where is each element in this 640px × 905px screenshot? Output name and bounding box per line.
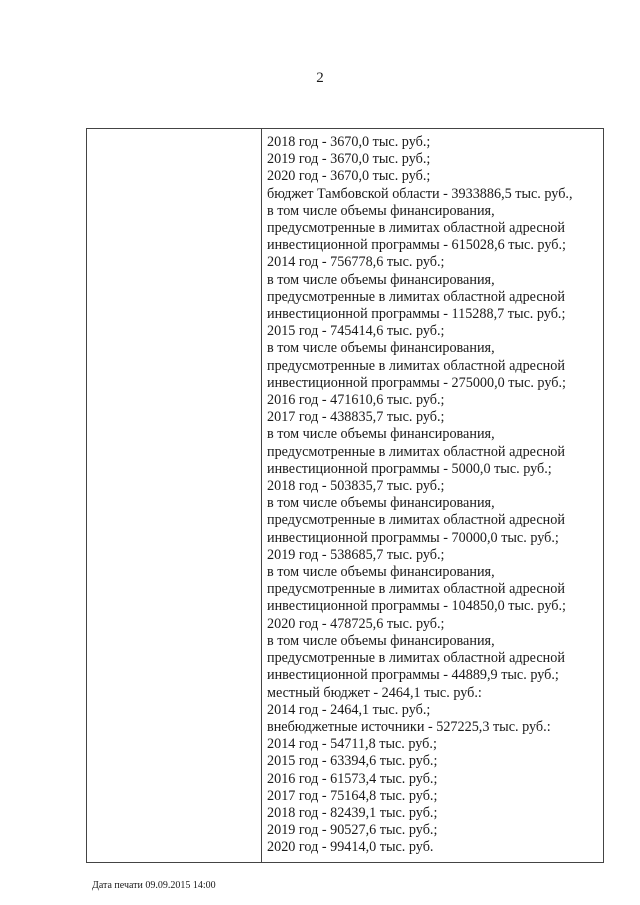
- text-line: 2016 год - 61573,4 тыс. руб.;: [267, 770, 438, 787]
- text-line: 2020 год - 478725,6 тыс. руб.;: [267, 615, 445, 632]
- text-line: 2018 год - 3670,0 тыс. руб.;: [267, 134, 431, 150]
- text-line: инвестиционной программы - 115288,7 тыс. руб.;: [267, 306, 566, 323]
- text-line: 2015 год - 745414,6 тыс. руб.;: [267, 323, 445, 340]
- text-line: в том числе объемы финансирования,: [267, 426, 495, 443]
- text-line: инвестиционной программы - 275000,0 тыс. руб.;: [267, 374, 566, 391]
- text-line: предусмотренные в лимитах областной адресной: [267, 357, 565, 374]
- text-line: бюджет Тамбовской области - 3933886,5 тыс. руб.,: [267, 185, 573, 202]
- text-line: 2017 год - 438835,7 тыс. руб.;: [267, 409, 445, 426]
- text-line: предусмотренные в лимитах областной адресной: [267, 288, 565, 305]
- document-table: [86, 128, 604, 863]
- text-line: внебюджетные источники - 527225,3 тыс. руб.:: [267, 718, 551, 735]
- text-line: предусмотренные в лимитах областной адресной: [267, 443, 565, 460]
- page-number: 2: [316, 70, 324, 86]
- print-date: Дата печати 09.09.2015 14:00: [92, 880, 216, 891]
- text-line: в том числе объемы финансирования,: [267, 271, 495, 288]
- text-line: инвестиционной программы - 70000,0 тыс. руб.;: [267, 529, 559, 546]
- text-line: местный бюджет - 2464,1 тыс. руб.:: [267, 684, 482, 701]
- text-line: 2018 год - 503835,7 тыс. руб.;: [267, 478, 445, 495]
- text-line: в том числе объемы финансирования,: [267, 632, 495, 649]
- text-line: в том числе объемы финансирования,: [267, 340, 495, 357]
- text-line: 2019 год - 90527,6 тыс. руб.;: [267, 822, 438, 839]
- text-line: инвестиционной программы - 615028,6 тыс. руб.;: [267, 237, 566, 254]
- text-line: 2015 год - 63394,6 тыс. руб.;: [267, 753, 438, 770]
- text-line: 2019 год - 538685,7 тыс. руб.;: [267, 546, 445, 563]
- text-line: 2014 год - 756778,6 тыс. руб.;: [267, 254, 445, 271]
- table-left-cell: [87, 129, 261, 862]
- text-line: 2020 год - 99414,0 тыс. руб.: [267, 839, 434, 856]
- text-line: 2016 год - 471610,6 тыс. руб.;: [267, 392, 445, 409]
- text-line: в том числе объемы финансирования,: [267, 202, 495, 219]
- text-line: 2017 год - 75164,8 тыс. руб.;: [267, 787, 438, 804]
- text-line: 2014 год - 54711,8 тыс. руб.;: [267, 736, 437, 753]
- text-line: в том числе объемы финансирования,: [267, 564, 495, 581]
- text-line: инвестиционной программы - 104850,0 тыс. руб.;: [267, 598, 566, 615]
- table-right-cell: [267, 134, 597, 857]
- text-line: предусмотренные в лимитах областной адресной: [267, 512, 565, 529]
- text-line: 2019 год - 3670,0 тыс. руб.;: [267, 151, 431, 168]
- text-line: предусмотренные в лимитах областной адресной: [267, 650, 565, 667]
- text-line: инвестиционной программы - 44889,9 тыс. руб.;: [267, 667, 559, 684]
- text-line: предусмотренные в лимитах областной адресной: [267, 581, 565, 598]
- text-line: 2020 год - 3670,0 тыс. руб.;: [267, 168, 431, 185]
- text-line: 2014 год - 2464,1 тыс. руб.;: [267, 701, 431, 718]
- text-line: 2018 год - 82439,1 тыс. руб.;: [267, 804, 438, 821]
- text-line: инвестиционной программы - 5000,0 тыс. руб.;: [267, 460, 552, 477]
- column-divider: [261, 129, 262, 862]
- text-line: предусмотренные в лимитах областной адресной: [267, 220, 565, 237]
- text-line: в том числе объемы финансирования,: [267, 495, 495, 512]
